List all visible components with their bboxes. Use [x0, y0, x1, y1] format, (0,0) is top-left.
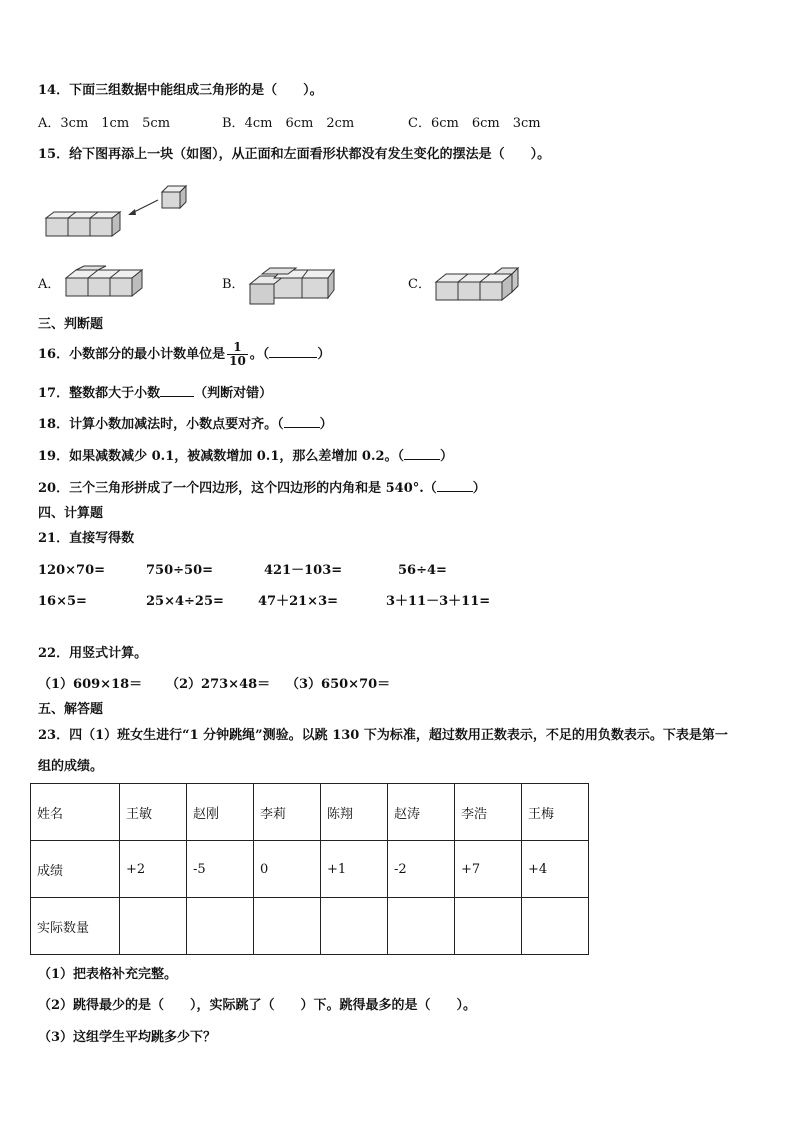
- section-3-heading: 三、判断题: [38, 317, 104, 332]
- q19: [38, 447, 453, 466]
- table-cell: 王敏: [120, 784, 187, 841]
- q21-row1-item: 421－103=: [264, 563, 343, 578]
- q15-option-c-figure: [432, 264, 522, 304]
- q21-row2-item: 47＋21×3=: [258, 594, 339, 609]
- answer-blank[interactable]: [160, 384, 194, 397]
- q18: [38, 415, 333, 434]
- table-cell: -5: [187, 841, 254, 898]
- q21-row1-item: 56÷4=: [398, 563, 447, 578]
- q18-end: ）: [319, 417, 333, 432]
- table-cell: -2: [388, 841, 455, 898]
- table-row: [31, 898, 589, 955]
- q15-option-a-figure: [64, 262, 148, 300]
- q22-title: 22．用竖式计算。: [38, 646, 148, 661]
- table-row-header: 姓名: [31, 784, 120, 841]
- q21-row2-item: 16×5=: [38, 594, 87, 609]
- fraction: [227, 341, 248, 368]
- table-cell: 王梅: [522, 784, 589, 841]
- q23-sub2: （2）跳得最少的是（ ），实际跳了（ ）下。跳得最多的是（ ）。: [38, 998, 477, 1013]
- q14-option-a: [38, 115, 170, 133]
- option-text: 6cm 6cm 3cm: [430, 116, 541, 131]
- table-cell: 陈翔: [321, 784, 388, 841]
- q14-option-c: [408, 115, 541, 133]
- q23-line1: 23．四（1）班女生进行“1 分钟跳绳”测验。以跳 130 下为标准，超过数用正数表示，不足的用负数表示。下表是第一: [38, 728, 728, 743]
- option-letter: A．: [38, 116, 61, 131]
- q21-row1-item: 120×70=: [38, 563, 106, 578]
- q23-sub1: （1）把表格补充完整。: [38, 967, 178, 982]
- q16-suffix: 。（: [249, 347, 270, 362]
- answer-blank[interactable]: [404, 447, 440, 460]
- q17: [38, 384, 272, 403]
- q19-prefix: 19．如果减数减少 0.1，被减数增加 0.1，那么差增加 0.2。（: [38, 449, 405, 464]
- table-cell: 赵刚: [187, 784, 254, 841]
- q15-stem: 15．给下图再添上一块（如图），从正面和左面看形状都没有发生变化的摆法是（ ）。: [38, 147, 551, 162]
- table-cell: 李浩: [455, 784, 522, 841]
- answer-cell[interactable]: [455, 898, 522, 955]
- q22-item: （2）273×48＝: [166, 677, 271, 692]
- answer-cell[interactable]: [388, 898, 455, 955]
- q14-option-b: [222, 115, 354, 133]
- q16: [38, 340, 330, 370]
- answer-blank[interactable]: [284, 415, 320, 428]
- q17-prefix: 17．整数都大于小数: [38, 386, 161, 401]
- option-text: 4cm 6cm 2cm: [244, 116, 355, 131]
- q15-option-a: A．: [38, 277, 61, 292]
- answer-cell[interactable]: [120, 898, 187, 955]
- answer-cell[interactable]: [254, 898, 321, 955]
- q19-end: ）: [440, 449, 454, 464]
- q21-title: 21．直接写得数: [38, 531, 135, 546]
- q22-item: （1）609×18＝: [38, 677, 143, 692]
- q21-row2-item: 3＋11－3＋11=: [386, 594, 491, 609]
- table-cell: 李莉: [254, 784, 321, 841]
- q14-stem: 14．下面三组数据中能组成三角形的是（ ）。: [38, 83, 323, 98]
- answer-blank[interactable]: [269, 345, 317, 358]
- table-row-header: 实际数量: [31, 898, 120, 955]
- q17-suffix: （判断对错）: [194, 386, 273, 401]
- q20-prefix: 20．三个三角形拼成了一个四边形，这个四边形的内角和是 540°.（: [38, 481, 437, 496]
- q20: [38, 479, 486, 498]
- table-row: [31, 841, 589, 898]
- option-letter: C．: [408, 116, 431, 131]
- answer-cell[interactable]: [522, 898, 589, 955]
- q15-base-figure: [40, 180, 200, 242]
- fraction-numerator: 1: [227, 341, 248, 355]
- q15-option-b: B．: [222, 277, 245, 292]
- answer-cell[interactable]: [187, 898, 254, 955]
- table-cell: 0: [254, 841, 321, 898]
- table-row-header: 成绩: [31, 841, 120, 898]
- option-letter: B．: [222, 116, 245, 131]
- q23-sub3: （3）这组学生平均跳多少下？: [38, 1030, 217, 1045]
- q22-item: （3）650×70＝: [286, 677, 391, 692]
- section-4-heading: 四、计算题: [38, 506, 104, 521]
- table-cell: +2: [120, 841, 187, 898]
- section-5-heading: 五、解答题: [38, 702, 104, 717]
- q18-prefix: 18．计算小数加减法时，小数点要对齐。（: [38, 417, 284, 432]
- table-cell: 赵涛: [388, 784, 455, 841]
- table-cell: +4: [522, 841, 589, 898]
- option-text: 3cm 1cm 5cm: [60, 116, 171, 131]
- table-cell: +7: [455, 841, 522, 898]
- table-cell: +1: [321, 841, 388, 898]
- answer-blank[interactable]: [437, 479, 473, 492]
- q15-option-b-figure: [246, 262, 336, 306]
- q16-prefix: 16．小数部分的最小计数单位是: [38, 347, 226, 362]
- fraction-denominator: 10: [229, 354, 246, 368]
- q20-end: ）: [472, 481, 486, 496]
- table-row: [31, 784, 589, 841]
- q21-row1-item: 750÷50=: [146, 563, 214, 578]
- q21-row2-item: 25×4÷25=: [146, 594, 224, 609]
- q23-line2: 组的成绩。: [38, 759, 104, 774]
- answer-cell[interactable]: [321, 898, 388, 955]
- q15-option-c: C．: [408, 277, 431, 292]
- score-table: [30, 783, 589, 955]
- q16-end: ）: [317, 347, 331, 362]
